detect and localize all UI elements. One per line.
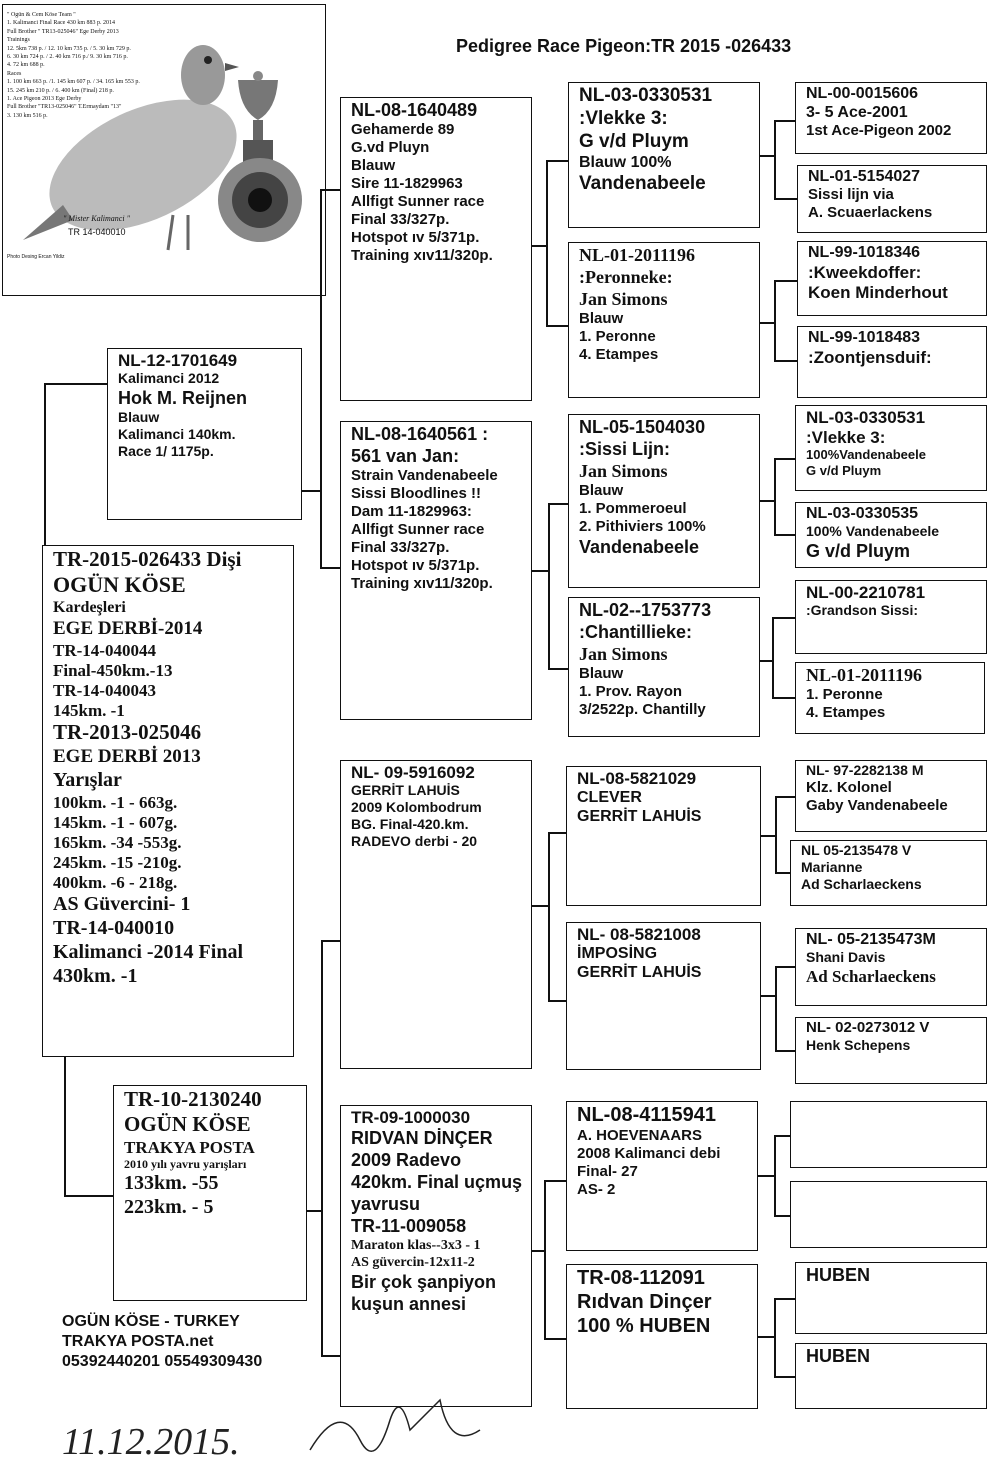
pedigree-line: Henk Schepens (806, 1037, 911, 1053)
connector-line (760, 322, 774, 324)
connector-line (546, 160, 568, 162)
pedigree-line: Marianne (801, 859, 863, 875)
connector-line (774, 360, 797, 362)
pedigree-box-gen5-i (795, 760, 987, 832)
signature-icon (300, 1380, 500, 1470)
connector-line (775, 966, 777, 1050)
pedigree-line: GERRİT LAHUİS (577, 964, 702, 981)
caption-line: Full Brother "TR13-025046" T.Ermaydam "13" (7, 104, 122, 111)
pedigree-box-gen5-a (795, 82, 987, 154)
pedigree-line: GERRİT LAHUİS (577, 808, 702, 825)
connector-line (774, 458, 795, 460)
pedigree-line: Ad Scharlaeckens (806, 967, 936, 986)
pedigree-box-dam (113, 1085, 307, 1301)
pedigree-line: 430km. -1 (53, 965, 138, 987)
pedigree-line: :Chantillieke: (579, 622, 693, 642)
caption-line: Trainings (7, 37, 30, 44)
ring-number: NL-02--1753773 (579, 600, 712, 620)
pedigree-line: Shani Davis (806, 949, 886, 965)
pedigree-line: Hotspot ıv 5/371p. (351, 557, 480, 574)
connector-line (64, 1195, 113, 1197)
ring-number: NL- 97-2282138 M (806, 762, 924, 778)
connector-line (532, 905, 548, 907)
connector-line (761, 835, 775, 837)
connector-line (775, 872, 790, 874)
pedigree-line: :Zoontjensduif: (808, 348, 932, 367)
ring-number: TR-08-112091 (577, 1267, 705, 1289)
pedigree-box-gen4-a (568, 82, 760, 228)
pedigree-line: yavrusu (351, 1194, 421, 1214)
caption-line: 15. 245 km 210 p. / 6. 400 km (Final) 218 p. (7, 87, 114, 94)
pedigree-line: :Vlekke 3: (806, 428, 886, 447)
connector-line (774, 198, 797, 200)
date-signature: 11.12.2015. (62, 1421, 240, 1463)
connector-line (774, 120, 795, 122)
caption-line: Races (7, 70, 22, 77)
connector-line (760, 155, 774, 157)
connector-line (774, 1135, 790, 1137)
pedigree-line: :Kweekdoffer: (808, 263, 922, 282)
connector-line (772, 617, 795, 619)
pedigree-line: Blauw (579, 665, 624, 682)
pedigree-line: 100km. -1 - 663g. (53, 793, 178, 812)
pedigree-line: 561 van Jan: (351, 446, 460, 466)
pedigree-line: BG. Final-420.km. (351, 816, 469, 832)
ring-number: NL-03-0330531 (806, 408, 926, 427)
pedigree-line: EGE DERBİ 2013 (53, 746, 201, 767)
caption-line: 4. 72 km 688 p. (7, 62, 45, 69)
pedigree-line: Ad Scharlaeckens (801, 876, 922, 892)
pedigree-box-gen5-c (797, 241, 987, 316)
connector-line (544, 1180, 546, 1338)
ring-number: NL-08-4115941 (577, 1104, 716, 1126)
ring-number: NL-08-5821029 (577, 769, 697, 788)
connector-line (774, 1135, 776, 1215)
pedigree-line: Strain Vandenabeele (351, 467, 498, 484)
pedigree-line: 223km. - 5 (124, 1196, 214, 1218)
pedigree-box-gen4-b (568, 242, 760, 398)
pedigree-line: 2009 Kolombodrum (351, 799, 482, 815)
pedigree-line: OGÜN KÖSE (53, 572, 186, 597)
pedigree-line: G.vd Pluyn (351, 139, 430, 156)
pedigree-line: 145km. -1 - 607g. (53, 813, 178, 832)
connector-line (302, 490, 322, 492)
ring-number: NL-08-1640489 (351, 100, 478, 120)
ring-number: NL-01-5154027 (808, 168, 921, 185)
pedigree-box-gen5-p (795, 1343, 987, 1409)
pedigree-line: 2009 Radevo (351, 1150, 462, 1170)
pedigree-box-gen3-b (340, 421, 532, 720)
photo-credit: Photo Desing Ercan Yildiz (7, 254, 65, 260)
pedigree-box-gen5-l (795, 1017, 987, 1084)
pedigree-line: 4. Etampes (806, 704, 886, 721)
connector-line (774, 1298, 776, 1376)
pedigree-box-subject (42, 545, 294, 1057)
pedigree-line: Yarışlar (53, 769, 122, 791)
pedigree-line: 1. Prov. Rayon (579, 683, 683, 700)
page-title: Pedigree Race Pigeon:TR 2015 -026433 (456, 36, 792, 56)
connector-line (532, 570, 548, 572)
connector-line (774, 280, 776, 360)
connector-line (321, 1355, 340, 1357)
pedigree-line: TR-11-009058 (351, 1216, 467, 1236)
pedigree-line: Sissi Bloodlines !! (351, 485, 482, 502)
pedigree-line: 100%Vandenabeele (806, 447, 926, 462)
pedigree-line: :Peronneke: (579, 267, 673, 287)
caption-line: 1. Kalimanci Final Race 430 km 883 p. 2014 (7, 20, 115, 27)
pedigree-line: kuşun annesi (351, 1294, 467, 1314)
pedigree-line: Blauw 100% (579, 154, 672, 171)
ring-number: NL-99-1018346 (808, 244, 921, 261)
pedigree-line: TRAKYA POSTA (124, 1138, 255, 1157)
pedigree-box-gen3-c (340, 760, 532, 1069)
pedigree-line: 1. Peronne (579, 328, 656, 345)
connector-line (321, 940, 340, 942)
photo-panel (2, 4, 326, 296)
caption-line: 1. 100 km 663 p. /1. 145 km 607 p. / 34. 165 km 553 p. (7, 79, 140, 86)
ring-number: NL-99-1018483 (808, 329, 921, 346)
footer-line: OGÜN KÖSE - TURKEY (62, 1313, 240, 1330)
pedigree-line: AS Güvercini- 1 (53, 893, 191, 915)
pedigree-box-gen5-e (795, 405, 987, 491)
pedigree-line: A. Scuaerlackens (808, 204, 933, 221)
pedigree-box-gen4-f (566, 922, 761, 1070)
connector-line (774, 1376, 795, 1378)
pedigree-line: CLEVER (577, 789, 642, 806)
connector-line (64, 1057, 66, 1195)
pedigree-line: 245km. -15 -210g. (53, 853, 182, 872)
connector-line (758, 1175, 774, 1177)
pedigree-line: :Sissi Lijn: (579, 439, 671, 459)
caption-line: 6. 30 km 724 p. / 2. 40 km 716 p./ 9. 30 km 716 p. (7, 53, 128, 60)
pedigree-line: Sire 11-1829963 (351, 175, 463, 192)
pedigree-line: Final 33/327p. (351, 211, 450, 228)
pedigree-box-gen5-k (795, 928, 987, 1006)
pedigree-line: Hotspot ıv 5/371p. (351, 229, 480, 246)
pedigree-line: G v/d Pluym (806, 541, 911, 561)
pedigree-box-gen4-c (568, 414, 760, 588)
connector-line (548, 1000, 566, 1002)
pedigree-line: AS- 2 (577, 1181, 616, 1198)
pedigree-line: RADEVO derbi - 20 (351, 833, 478, 849)
pedigree-line: 3/2522p. Chantilly (579, 701, 706, 718)
pedigree-line: Training xıv11/320p. (351, 575, 493, 592)
pedigree-box-gen5-m (790, 1101, 987, 1168)
footer-line: TRAKYA POSTA.net (62, 1333, 214, 1350)
pedigree-line: Blauw (351, 157, 396, 174)
pedigree-line: TR-14-040044 (53, 641, 156, 660)
pedigree-box-gen5-n (790, 1181, 987, 1248)
pedigree-box-gen3-a (340, 97, 532, 401)
pedigree-line: Dam 11-1829963: (351, 503, 472, 520)
pedigree-line: Jan Simons (579, 644, 668, 664)
pedigree-line: Gehamerde 89 (351, 121, 455, 138)
pedigree-box-gen5-g (795, 580, 987, 654)
pedigree-line: 100% Vandenabeele (806, 523, 940, 539)
pedigree-box-gen5-d (797, 326, 987, 398)
pedigree-box-gen3-d (340, 1105, 532, 1407)
ring-number: NL-12-1701649 (118, 351, 238, 370)
pedigree-line: 2008 Kalimanci debi (577, 1145, 721, 1162)
pedigree-box-gen4-h (566, 1264, 758, 1409)
ring-number: NL 05-2135478 V (801, 842, 912, 858)
pedigree-line: OGÜN KÖSE (124, 1112, 251, 1136)
pedigree-line: TR-14-040010 (53, 917, 175, 939)
pedigree-box-gen4-g (566, 1101, 758, 1251)
pedigree-line: :Vlekke 3: (579, 108, 668, 129)
connector-line (548, 503, 568, 505)
ring-number: HUBEN (806, 1265, 871, 1285)
pedigree-line: GERRİT LAHUİS (351, 782, 460, 798)
pedigree-line: Final 33/327p. (351, 539, 450, 556)
connector-line (320, 567, 340, 569)
ring-number: NL-03-0330531 (579, 85, 713, 106)
connector-line (548, 832, 550, 1000)
ring-number: TR-10-2130240 (124, 1087, 262, 1111)
pedigree-line: TR-2013-025046 (53, 720, 202, 744)
connector-line (774, 280, 797, 282)
connector-line (44, 383, 46, 545)
ring-number: NL- 09-5916092 (351, 763, 475, 782)
connector-line (548, 503, 550, 668)
caption-line: 3. 130 km 516 p. (7, 112, 48, 119)
ring-number: TR-2015-026433 Dişi (53, 547, 242, 571)
pedigree-line: 420km. Final uçmuş (351, 1172, 523, 1192)
pedigree-line: Koen Minderhout (808, 283, 948, 302)
pedigree-line: Blauw (579, 310, 624, 327)
connector-line (774, 1215, 790, 1217)
connector-line (320, 189, 322, 569)
pedigree-box-gen4-d (568, 597, 760, 737)
connector-line (546, 160, 548, 325)
pedigree-line: EGE DERBİ-2014 (53, 618, 203, 639)
ring-number: NL- 02-0273012 V (806, 1019, 930, 1036)
pedigree-box-gen5-o (795, 1262, 987, 1334)
pedigree-box-gen4-e (566, 766, 761, 906)
ring-number: NL- 08-5821008 (577, 925, 701, 944)
pedigree-line: Vandenabeele (579, 537, 700, 557)
pedigree-line: İMPOSİNG (577, 945, 658, 962)
caption-line: 12. 5km 738 p. / 12. 10 km 735 p. / 5. 30 km 729 p. (7, 45, 131, 52)
pedigree-line: 165km. -34 -553g. (53, 833, 182, 852)
connector-line (775, 966, 795, 968)
ring-number: NL-00-0015606 (806, 85, 919, 102)
pedigree-line: Allfigt Sunner race (351, 193, 485, 210)
pedigree-box-gen5-b (797, 165, 987, 233)
pedigree-line: Rıdvan Dinçer (577, 1291, 712, 1313)
pedigree-line: TR-14-040043 (53, 681, 156, 700)
ring-number: NL-01-2011196 (579, 245, 696, 265)
pedigree-line: 2. Pithiviers 100% (579, 518, 706, 535)
caption-line: " Ogün & Cem Köse Team " (7, 12, 76, 18)
pedigree-line: Race 1/ 1175p. (118, 443, 214, 459)
pedigree-box-gen5-h (795, 662, 985, 734)
pedigree-line: Final- 27 (577, 1163, 638, 1180)
pedigree-line: 4. Etampes (579, 346, 659, 363)
pedigree-line: RIDVAN DİNÇER (351, 1128, 493, 1148)
pedigree-line: Blauw (118, 409, 160, 425)
pedigree-box-gen5-j (790, 840, 987, 906)
connector-line (774, 458, 776, 534)
pedigree-line: 100 % HUBEN (577, 1315, 711, 1337)
connector-line (774, 120, 776, 198)
pedigree-line: A. HOEVENAARS (577, 1127, 703, 1144)
pedigree-line: Hok M. Reijnen (118, 388, 248, 408)
connector-line (544, 1338, 566, 1340)
connector-line (321, 940, 323, 1355)
caption-line: Full Brother " TR13-025046" Ege Derby 2013 (7, 28, 119, 35)
pedigree-line: Final-450km.-13 (53, 661, 173, 680)
connector-line (758, 1336, 774, 1338)
ring-number: HUBEN (806, 1346, 871, 1366)
pedigree-line: Vandenabeele (579, 173, 706, 194)
connector-line (774, 1298, 795, 1300)
pedigree-line: AS güvercin-12x11-2 (351, 1255, 475, 1270)
pedigree-line: Blauw (579, 482, 624, 499)
pedigree-line: 1st Ace-Pigeon 2002 (806, 122, 952, 139)
breeder-contact (62, 1312, 262, 1372)
connector-line (544, 1180, 566, 1182)
pedigree-line: Training xıv11/320p. (351, 247, 493, 264)
pedigree-line: Kalimanci 140km. (118, 426, 236, 442)
pedigree-line: Jan Simons (579, 289, 668, 309)
ring-number: NL-08-1640561 : (351, 424, 489, 444)
ring-number: NL-03-0330535 (806, 505, 919, 522)
connector-line (775, 796, 795, 798)
connector-line (760, 500, 774, 502)
ring-number: NL- 05-2135473M (806, 931, 936, 948)
connector-line (44, 383, 107, 385)
pedigree-box-sire (107, 348, 302, 520)
connector-line (548, 832, 566, 834)
pedigree-line: Jan Simons (579, 461, 668, 481)
footer-line: 05392440201 05549309430 (62, 1353, 263, 1370)
connector-line (772, 697, 795, 699)
pedigree-line: G v/d Pluym (806, 463, 882, 478)
pedigree-line: G v/d Pluym (579, 131, 689, 152)
connector-line (546, 325, 568, 327)
ring-number: NL-01-2011196 (806, 665, 923, 685)
pedigree-line: Kalimanci 2012 (118, 370, 220, 386)
connector-line (760, 660, 772, 662)
connector-line (775, 1050, 795, 1052)
pedigree-line: 3- 5 Ace-2001 (806, 104, 908, 121)
pedigree-line: Gaby Vandenabeele (806, 797, 948, 814)
ring-number: NL-05-1504030 (579, 417, 706, 437)
connector-line (775, 796, 777, 872)
connector-line (772, 617, 774, 697)
connector-line (761, 995, 775, 997)
connector-line (548, 668, 568, 670)
ring-number: TR-09-1000030 (351, 1108, 471, 1127)
pedigree-line: Kalimanci -2014 Final (53, 941, 243, 963)
pedigree-line: Maraton klas--3x3 - 1 (351, 1238, 481, 1253)
pedigree-line: Allfigt Sunner race (351, 521, 485, 538)
pedigree-line: 1. Peronne (806, 686, 883, 703)
pigeon-ring-label: TR 14-040010 (68, 227, 126, 237)
pedigree-line: 145km. -1 (53, 701, 125, 720)
ring-number: NL-00-2210781 (806, 583, 926, 602)
connector-line (320, 189, 340, 191)
pedigree-box-gen5-f (795, 502, 987, 568)
pedigree-line: 133km. -55 (124, 1172, 219, 1194)
pedigree-line: Kardeşleri (53, 599, 126, 616)
eye-icon (215, 155, 305, 245)
pedigree-line: 1. Pommeroeul (579, 500, 687, 517)
pedigree-line: Bir çok şanpiyon (351, 1272, 497, 1292)
connector-line (774, 534, 795, 536)
pedigree-line: :Grandson Sissi: (806, 602, 919, 618)
pedigree-line: 400km. -6 - 218g. (53, 873, 178, 892)
pedigree-line: 2010 yılı yavru yarışları (124, 1157, 247, 1171)
pedigree-line: Klz. Kolonel (806, 779, 892, 796)
caption-line: 1. Ace Pigeon 2013 Ege Derby (7, 95, 82, 102)
pedigree-line: Sissi lijn via (808, 186, 894, 203)
pigeon-name-label: " Mister Kalimanci " (63, 214, 130, 223)
